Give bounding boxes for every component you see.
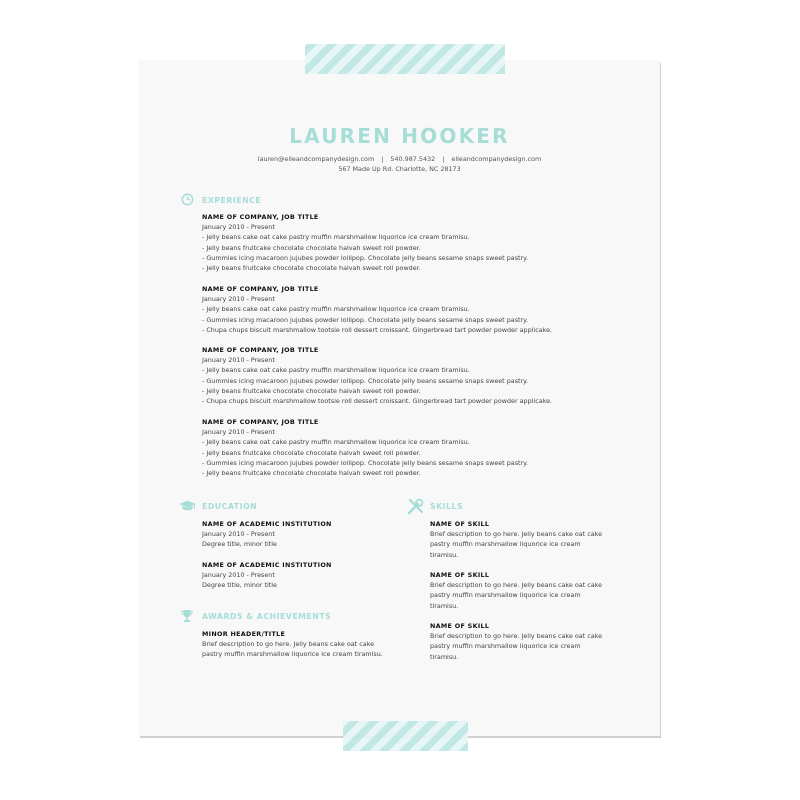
washi-tape-top <box>305 44 505 74</box>
job-title: NAME OF COMPANY, JOB TITLE <box>202 346 319 354</box>
job-date: January 2010 - Present <box>202 428 275 437</box>
job-title: NAME OF COMPANY, JOB TITLE <box>202 285 319 293</box>
contact-address: 567 Made Up Rd. Charlotte, NC 28173 <box>338 165 461 173</box>
job-bullet: - Chupa chups biscuit marshmallow tootsie roll dessert croissant. Gingerbread tart powder powder applicake. <box>202 325 553 334</box>
job-bullet: - Chupa chups biscuit marshmallow tootsie roll dessert croissant. Gingerbread tart powder powder applicake. <box>202 397 553 406</box>
skill-entry <box>430 519 610 560</box>
job-bullet: - Jelly beans cake oat cake pastry muffin marshmallow liquorice ice cream tiramisu. <box>202 233 470 242</box>
skill-name: NAME OF SKILL <box>430 622 490 630</box>
skill-description: Brief description to go here. Jelly beans cake oat cake pastry muffin marshmallow liquorice ice cream tiramisu. <box>430 581 603 610</box>
education-date: January 2010 - Present <box>202 530 275 539</box>
job-bullet: - Gummies icing macaroon jujubes powder lollipop. Chocolate jelly beans sesame snaps sweet pastry. <box>202 376 529 385</box>
experience-heading: EXPERIENCE <box>202 196 262 205</box>
job-bullet: - Gummies icing macaroon jujubes powder lollipop. Chocolate jelly beans sesame snaps sweet pastry. <box>202 458 529 467</box>
tools-icon <box>407 498 424 515</box>
contact-line <box>139 155 660 163</box>
job-date: January 2010 - Present <box>202 356 275 365</box>
awards-heading: AWARDS & ACHIEVEMENTS <box>202 612 332 621</box>
job-bullet: - Jelly beans cake oat cake pastry muffin marshmallow liquorice ice cream tiramisu. <box>202 305 470 314</box>
trophy-icon <box>181 609 193 623</box>
clock-icon <box>181 193 194 206</box>
experience-entry <box>202 284 552 335</box>
education-heading: EDUCATION <box>202 502 258 511</box>
contact-phone: 540.987.5432 <box>390 155 436 163</box>
job-bullet: - Jelly beans cake oat cake pastry muffin marshmallow liquorice ice cream tiramisu. <box>202 438 470 447</box>
contact-website: elleandcompanydesign.com <box>451 155 542 163</box>
job-bullet: - Jelly beans cake oat cake pastry muffin marshmallow liquorice ice cream tiramisu. <box>202 366 470 375</box>
award-description: Brief description to go here. Jelly beans cake oat cake pastry muffin marshmallow liquorice ice cream tiramisu. <box>202 640 383 659</box>
degree-title: Degree title, minor title <box>202 540 277 549</box>
graduation-cap-icon <box>178 500 197 512</box>
experience-entry <box>202 212 528 273</box>
institution-name: NAME OF ACADEMIC INSTITUTION <box>202 561 332 569</box>
experience-entry <box>202 345 552 406</box>
education-entry <box>202 560 332 591</box>
job-bullet: - Gummies icing macaroon jujubes powder lollipop. Chocolate jelly beans sesame snaps sweet pastry. <box>202 253 529 262</box>
job-date: January 2010 - Present <box>202 223 275 232</box>
education-entry <box>202 519 332 550</box>
skill-description: Brief description to go here. Jelly beans cake oat cake pastry muffin marshmallow liquorice ice cream tiramisu. <box>430 530 603 559</box>
institution-name: NAME OF ACADEMIC INSTITUTION <box>202 520 332 528</box>
job-date: January 2010 - Present <box>202 295 275 304</box>
job-bullet: - Jelly beans fruitcake chocolate chocolate halvah sweet roll powder. <box>202 386 421 395</box>
award-title: MINOR HEADER/TITLE <box>202 630 286 638</box>
contact-email: lauren@elleandcompanydesign.com <box>257 155 375 163</box>
job-bullet: - Jelly beans fruitcake chocolate chocolate halvah sweet roll powder. <box>202 469 421 478</box>
experience-entry <box>202 417 528 478</box>
skill-description: Brief description to go here. Jelly beans cake oat cake pastry muffin marshmallow liquorice ice cream tiramisu. <box>430 632 603 661</box>
skill-entry <box>430 570 610 611</box>
job-bullet: - Jelly beans fruitcake chocolate chocolate halvah sweet roll powder. <box>202 243 421 252</box>
job-title: NAME OF COMPANY, JOB TITLE <box>202 213 319 221</box>
skill-name: NAME OF SKILL <box>430 571 490 579</box>
job-bullet: - Gummies icing macaroon jujubes powder lollipop. Chocolate jelly beans sesame snaps sweet pastry. <box>202 315 529 324</box>
job-bullet: - Jelly beans fruitcake chocolate chocolate halvah sweet roll powder. <box>202 448 421 457</box>
job-bullet: - Jelly beans fruitcake chocolate chocolate halvah sweet roll powder. <box>202 264 421 273</box>
washi-tape-bottom <box>343 721 468 751</box>
resume-name: LAUREN HOOKER <box>289 124 510 148</box>
job-title: NAME OF COMPANY, JOB TITLE <box>202 418 319 426</box>
skill-entry <box>430 621 610 662</box>
contact-separator: | <box>442 155 445 163</box>
degree-title: Degree title, minor title <box>202 581 277 590</box>
education-date: January 2010 - Present <box>202 571 275 580</box>
skill-name: NAME OF SKILL <box>430 520 490 528</box>
award-entry <box>202 629 387 660</box>
skills-heading: SKILLS <box>430 502 464 511</box>
contact-separator: | <box>381 155 384 163</box>
